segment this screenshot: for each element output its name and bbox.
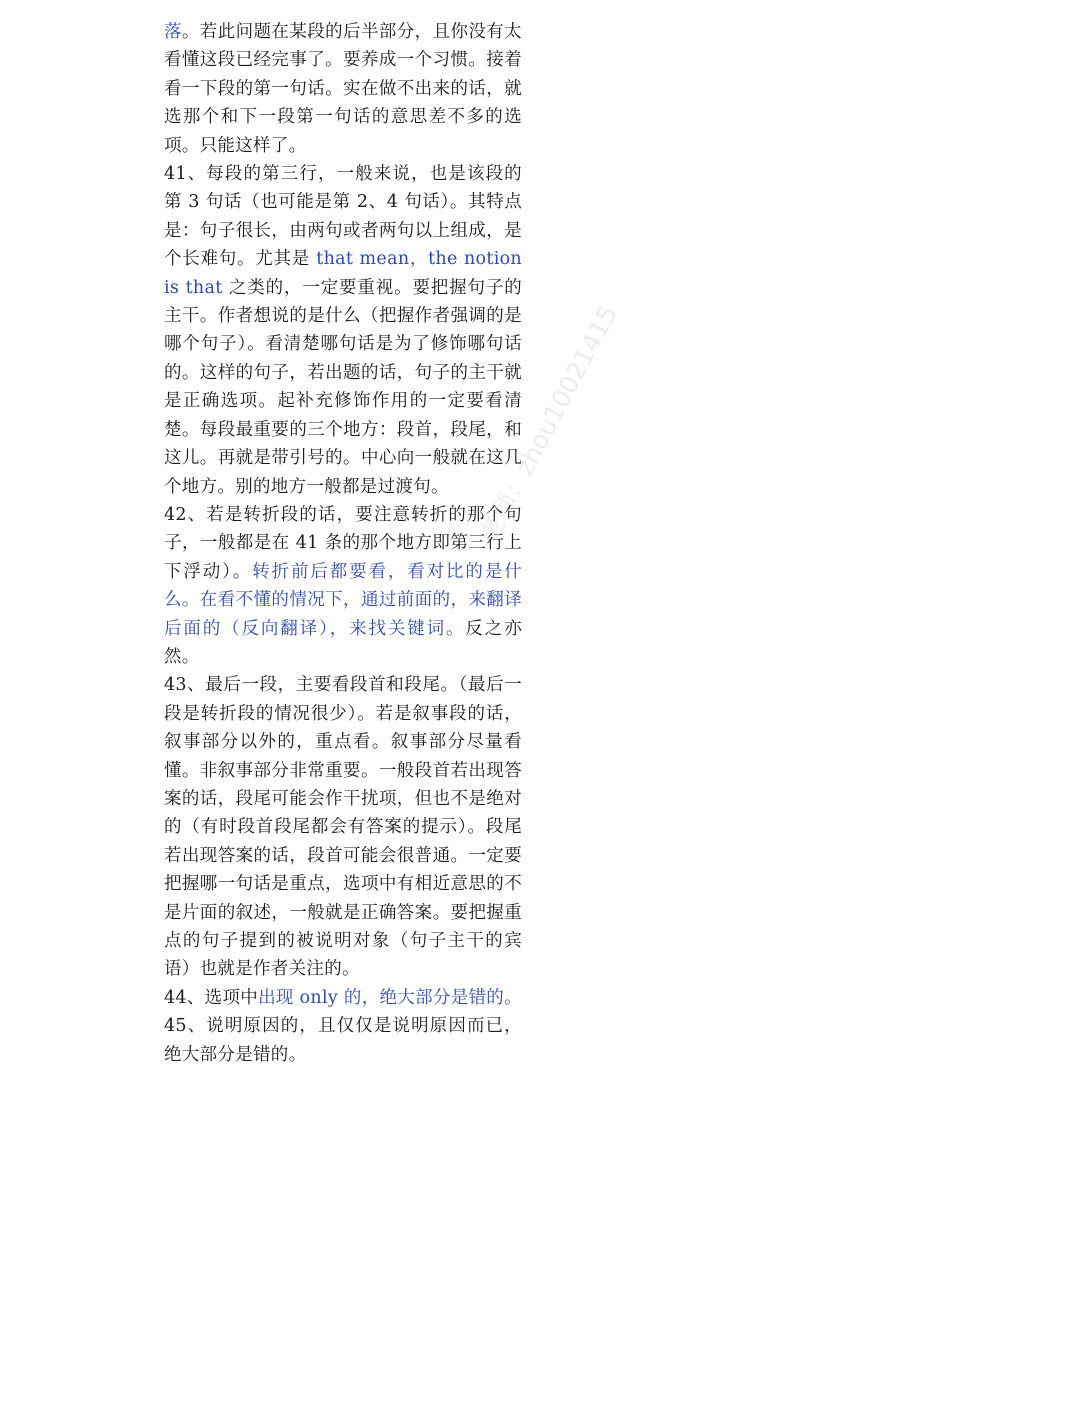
highlighted-text: 转折前后都要看，看对比的是什么。在看不懂的情况下，通过前面的，来翻译后面的（反向翻译），来找关键词。: [164, 561, 523, 639]
watermark-text: 老师：zhou10021415: [474, 300, 624, 546]
paragraph-item-43: [164, 671, 522, 983]
body-text: 42、若是转折段的话，要注意转折的那个句子，一般都是在 41 条的那个地方即第三行上下浮动）。: [164, 504, 522, 582]
highlighted-text: 出现 only 的，绝大部分是错的。: [258, 987, 522, 1008]
document-body: [164, 18, 522, 1069]
body-text: 43、最后一段，主要看段首和段尾。（最后一段是转折段的情况很少）。若是叙事段的话，叙事部分以外的，重点看。叙事部分尽量看懂。非叙事部分非常重要。一般段首若出现答案的话，段尾可能会作干扰项，但也不是绝对的（有时段首段尾都会有答案的提示）。段尾若出现答案的话，段首可能会很普通。一定要把握哪一句话是重点，选项中有相近意思的不是片面的叙述，一般就是正确答案。要把握重点的句子提到的被说明对象（句子主干的宾语）也就是作者关注的。: [164, 675, 522, 980]
body-text: 之类的，一定要重视。要把握句子的主干。作者想说的是什么（把握作者强调的是哪个句子）。看清楚哪句话是为了修饰哪句话的。这样的句子，若出题的话，句子的主干就是正确选项。起补充修饰作用的一定要看清楚。每段最重要的三个地方：段首，段尾，和这儿。再就是带引号的。中心向一般就在这几个地方。别的地方一般都是过渡句。: [164, 277, 522, 497]
paragraph-continuation: [164, 18, 522, 160]
body-text: 。若此问题在某段的后半部分，且你没有太看懂这段已经完事了。要养成一个习惯。接着看一下段的第一句话。实在做不出来的话，就选那个和下一段第一句话的意思差不多的选项。只能这样了。: [164, 22, 522, 156]
paragraph-item-42: [164, 501, 522, 671]
paragraph-item-45: [164, 1012, 522, 1069]
body-text: 45、说明原因的，且仅仅是说明原因而已，绝大部分是错的。: [164, 1016, 522, 1065]
body-text: 反之亦然。: [164, 618, 522, 667]
body-text: 41、每段的第三行，一般来说，也是该段的第 3 句话（也可能是第 2、4 句话）。其特点是：句子很长，由两句或者两句以上组成，是个长难句。尤其是: [164, 164, 522, 270]
highlighted-text: 落: [164, 22, 182, 42]
paragraph-item-41: [164, 160, 522, 501]
paragraph-item-44: [164, 984, 522, 1012]
highlighted-text: that mean，the notion is that: [164, 249, 522, 298]
body-text: 44、选项中: [164, 987, 259, 1008]
